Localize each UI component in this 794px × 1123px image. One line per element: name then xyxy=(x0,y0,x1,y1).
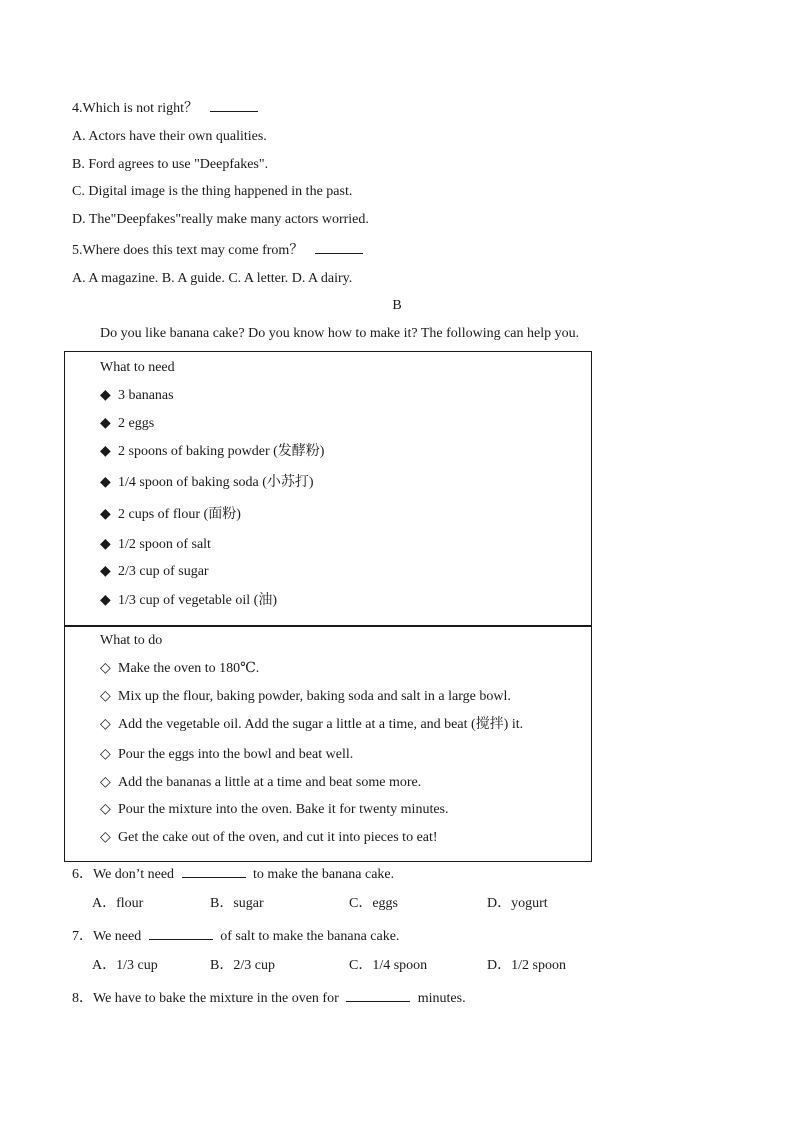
section-b-heading: B xyxy=(392,298,402,313)
ingredient-item: ◆ 2 cups of flour (面粉) xyxy=(100,507,241,522)
hollow-diamond-bullet-icon: ◇ xyxy=(100,661,111,676)
q6-option-d: D．yogurt xyxy=(487,896,548,911)
step-item: ◇ Add the bananas a little at a time and beat some more. xyxy=(100,775,422,790)
question-8: 8．We have to bake the mixture in the oven for minutes. xyxy=(72,988,466,1008)
diamond-bullet-icon: ◆ xyxy=(100,593,111,608)
answer-blank-4[interactable] xyxy=(210,98,258,112)
question-4 xyxy=(72,98,258,118)
diamond-bullet-icon: ◆ xyxy=(100,507,111,522)
hollow-diamond-bullet-icon: ◇ xyxy=(100,775,111,790)
step-item: ◇ Mix up the flour, baking powder, baking soda and salt in a large bowl. xyxy=(100,689,511,704)
q6-option-a: A．flour xyxy=(92,896,144,911)
answer-blank-5[interactable] xyxy=(315,240,363,254)
diamond-bullet-icon: ◆ xyxy=(100,444,111,459)
q7-option-a: A．1/3 cup xyxy=(92,958,158,973)
diamond-bullet-icon: ◆ xyxy=(100,537,111,552)
ingredient-item: ◆ 2 spoons of baking powder (发酵粉) xyxy=(100,444,325,459)
hollow-diamond-bullet-icon: ◇ xyxy=(100,747,111,762)
section-b-intro: Do you like banana cake? Do you know how to make it? The following can help you. xyxy=(100,326,580,341)
ingredient-item: ◆ 1/3 cup of vegetable oil (油) xyxy=(100,593,278,608)
step-item: ◇ Make the oven to 180℃. xyxy=(100,661,260,676)
steps-box xyxy=(64,625,592,862)
step-item: ◇ Add the vegetable oil. Add the sugar a little at a time, and beat (搅拌) it. xyxy=(100,717,524,732)
step-item: ◇ Pour the eggs into the bowl and beat well. xyxy=(100,747,354,762)
hollow-diamond-bullet-icon: ◇ xyxy=(100,717,111,732)
ingredient-item: ◆ 2 eggs xyxy=(100,416,155,431)
diamond-bullet-icon: ◆ xyxy=(100,416,111,431)
question-6: 6．We don’t need to make the banana cake. xyxy=(72,864,394,884)
q7-option-b: B．2/3 cup xyxy=(210,958,275,973)
diamond-bullet-icon: ◆ xyxy=(100,475,111,490)
diamond-bullet-icon: ◆ xyxy=(100,564,111,579)
q4-option-c: C. Digital image is the thing happened in the past. xyxy=(72,184,353,199)
question-5 xyxy=(72,240,363,260)
question-4-text: 4.Which is not right？ xyxy=(72,101,198,116)
step-item: ◇ Get the cake out of the oven, and cut it into pieces to eat! xyxy=(100,830,438,845)
ingredients-box xyxy=(64,351,592,627)
ingredient-item: ◆ 2/3 cup of sugar xyxy=(100,564,209,579)
ingredient-item: ◆ 1/4 spoon of baking soda (小苏打) xyxy=(100,475,314,490)
ingredient-item: ◆ 1/2 spoon of salt xyxy=(100,537,211,552)
steps-title: What to do xyxy=(100,633,163,648)
step-item: ◇ Pour the mixture into the oven. Bake it for twenty minutes. xyxy=(100,802,449,817)
hollow-diamond-bullet-icon: ◇ xyxy=(100,830,111,845)
q6-option-b: B．sugar xyxy=(210,896,264,911)
q4-option-d: D. The"Deepfakes"really make many actors worried. xyxy=(72,212,369,227)
q6-option-c: C．eggs xyxy=(349,896,398,911)
hollow-diamond-bullet-icon: ◇ xyxy=(100,689,111,704)
q7-option-c: C．1/4 spoon xyxy=(349,958,428,973)
hollow-diamond-bullet-icon: ◇ xyxy=(100,802,111,817)
ingredients-title: What to need xyxy=(100,360,175,375)
q7-option-d: D．1/2 spoon xyxy=(487,958,566,973)
question-7: 7．We need of salt to make the banana cake. xyxy=(72,926,399,946)
q4-option-b: B. Ford agrees to use "Deepfakes". xyxy=(72,157,269,172)
answer-blank-6[interactable] xyxy=(182,864,246,878)
q5-options: A. A magazine. B. A guide. C. A letter. D. A dairy. xyxy=(72,271,353,286)
answer-blank-7[interactable] xyxy=(149,926,213,940)
answer-blank-8[interactable] xyxy=(346,988,410,1002)
q4-option-a: A. Actors have their own qualities. xyxy=(72,129,267,144)
ingredient-item: ◆ 3 bananas xyxy=(100,388,174,403)
question-5-text: 5.Where does this text may come from？ xyxy=(72,243,304,258)
diamond-bullet-icon: ◆ xyxy=(100,388,111,403)
